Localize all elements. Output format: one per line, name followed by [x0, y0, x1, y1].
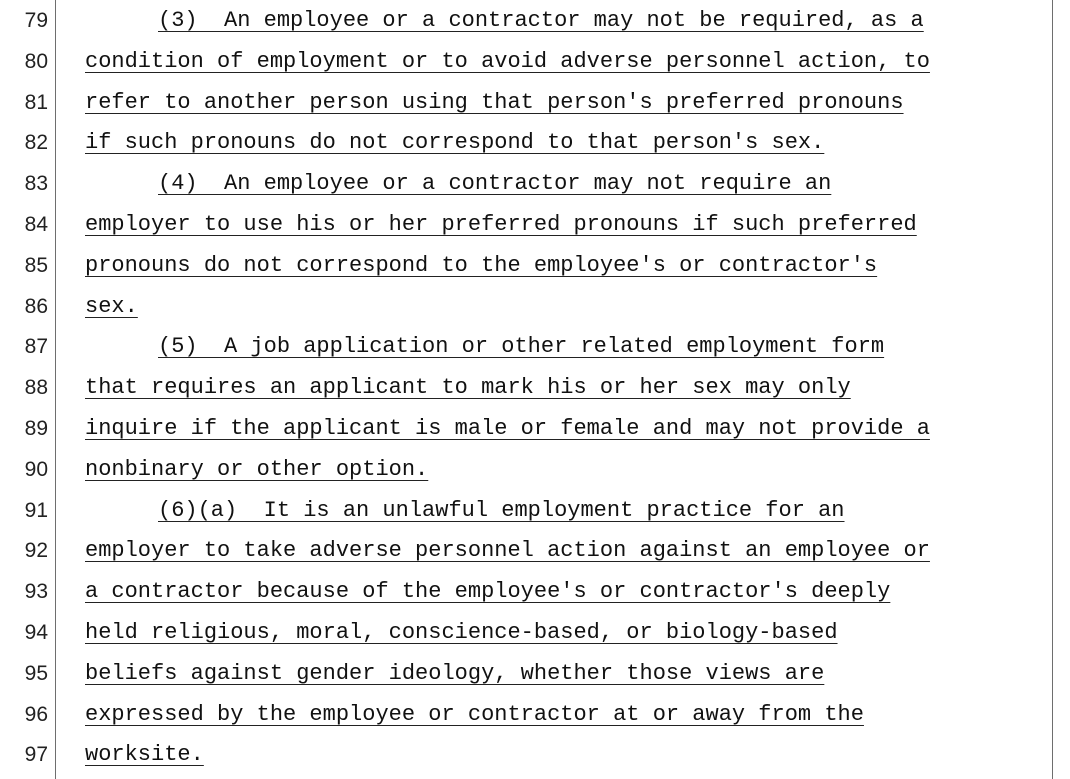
line-number: 94	[24, 620, 48, 644]
line-number: 92	[24, 539, 48, 563]
bill-line	[0, 695, 1070, 736]
line-number: 82	[24, 131, 48, 155]
line-number: 81	[24, 90, 48, 114]
line-text: condition of employment or to avoid adverse personnel action, to	[85, 48, 930, 74]
bill-line	[0, 164, 1070, 205]
line-text: nonbinary or other option.	[85, 456, 429, 482]
line-number: 86	[24, 294, 48, 318]
line-number: 90	[24, 457, 48, 481]
bill-line	[0, 531, 1070, 572]
line-number: 96	[24, 702, 48, 726]
bill-line	[0, 83, 1070, 124]
line-text: a contractor because of the employee's or contractor's deeply	[85, 579, 891, 605]
line-number: 97	[24, 743, 48, 767]
line-text: refer to another person using that person's preferred pronouns	[85, 89, 904, 115]
line-text: pronouns do not correspond to the employee's or contractor's	[85, 252, 878, 278]
bill-line	[0, 287, 1070, 328]
line-text: worksite.	[85, 742, 204, 768]
bill-line	[0, 123, 1070, 164]
line-text: employer to use his or her preferred pronouns if such preferred	[85, 211, 917, 237]
bill-line	[0, 42, 1070, 83]
line-text: (6)(a) It is an unlawful employment practice for an	[158, 497, 845, 523]
bill-line	[0, 246, 1070, 287]
bill-line	[0, 409, 1070, 450]
line-number: 79	[24, 9, 48, 32]
line-text: inquire if the applicant is male or female and may not provide a	[85, 415, 930, 441]
line-text: if such pronouns do not correspond to that person's sex.	[85, 130, 825, 156]
bill-line	[0, 735, 1070, 776]
line-number: 88	[24, 376, 48, 400]
line-number: 80	[24, 49, 48, 73]
line-number: 95	[24, 661, 48, 685]
line-number: 91	[24, 498, 48, 522]
line-text: expressed by the employee or contractor at or away from the	[85, 701, 864, 727]
bill-line	[0, 572, 1070, 613]
line-number: 85	[24, 253, 48, 277]
line-text: (4) An employee or a contractor may not require an	[158, 171, 832, 197]
line-number: 93	[24, 580, 48, 604]
line-number: 84	[24, 212, 48, 236]
bill-line	[0, 205, 1070, 246]
line-text: beliefs against gender ideology, whether those views are	[85, 660, 825, 686]
line-text: held religious, moral, conscience-based, or biology-based	[85, 619, 838, 645]
bill-line	[0, 368, 1070, 409]
line-text: employer to take adverse personnel action against an employee or	[85, 538, 930, 564]
bill-line	[0, 613, 1070, 654]
bill-text-lines	[0, 1, 1070, 776]
bill-line	[0, 327, 1070, 368]
line-text: (5) A job application or other related employment form	[158, 334, 885, 360]
line-number: 89	[24, 416, 48, 440]
line-number: 87	[24, 335, 48, 359]
line-text: sex.	[85, 293, 138, 319]
bill-line	[0, 654, 1070, 695]
bill-line	[0, 450, 1070, 491]
line-text: that requires an applicant to mark his or her sex may only	[85, 375, 851, 401]
bill-line	[0, 491, 1070, 532]
line-number: 83	[24, 172, 48, 196]
line-text: (3) An employee or a contractor may not be required, as a	[158, 8, 924, 33]
bill-line	[0, 1, 1070, 42]
